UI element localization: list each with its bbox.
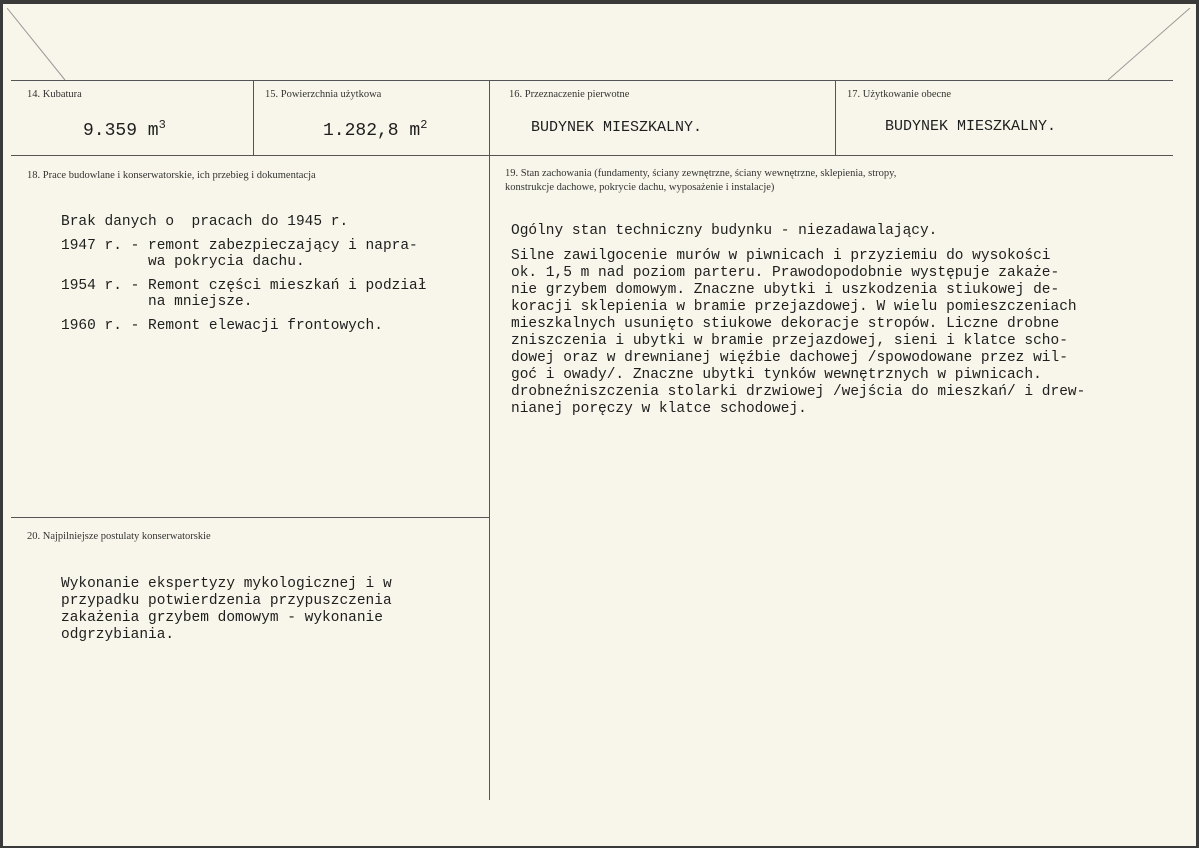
col-rule-main — [489, 80, 490, 800]
field-20-label: 20. Najpilniejsze postulaty konserwatorskie — [27, 531, 211, 542]
field-19-label-line2: konstrukcje dachowe, pokrycie dachu, wyposażenie i instalacje) — [505, 182, 775, 193]
field-19-label-line1: 19. Stan zachowania (fundamenty, ściany zewnętrzne, ściany wewnętrzne, sklepienia, stropy, — [505, 168, 897, 179]
corner-flap-left — [7, 8, 69, 82]
field-17-value: BUDYNEK MIESZKALNY. — [885, 118, 1057, 135]
field-18-text — [61, 192, 426, 336]
field-18-line: 1960 r. - Remont elewacji frontowych. — [61, 318, 383, 334]
field-20-line: odgrzybiania. — [61, 627, 175, 643]
field-20-text — [61, 559, 392, 644]
record-card — [3, 4, 1196, 846]
field-20-line: Wykonanie ekspertyzy mykologicznej i w — [61, 576, 392, 592]
field-19-line: nianej poręczy w klatce schodowej. — [511, 401, 807, 417]
row-rule-1 — [11, 155, 1173, 156]
field-18-line: Brak danych o pracach do 1945 r. — [61, 214, 349, 230]
powierzchnia-value: 1.282,8 m — [323, 121, 421, 141]
field-19-line: Ogólny stan techniczny budynku - niezadawalający. — [511, 223, 938, 239]
field-18-label: 18. Prace budowlane i konserwatorskie, ich przebieg i dokumentacja — [27, 170, 316, 181]
kubatura-value: 9.359 m — [83, 121, 159, 141]
col-rule-c — [835, 80, 836, 155]
field-18-line: 1947 r. - remont zabezpieczający i napra- — [61, 238, 418, 254]
field-18-line: na mniejsze. — [61, 294, 253, 310]
field-18-line: 1954 r. - Remont części mieszkań i podział — [61, 278, 427, 294]
field-15-label: 15. Powierzchnia użytkowa — [265, 89, 382, 100]
field-19-line: nie grzybem domowym. Znaczne ubytki i uszkodzenia stiukowej de- — [511, 282, 1060, 298]
field-16-label: 16. Przeznaczenie pierwotne — [509, 89, 630, 100]
field-19-line: goć i owady/. Znaczne ubytki tynków wewnętrznych w piwnicach. — [511, 367, 1042, 383]
field-14-label: 14. Kubatura — [27, 89, 82, 100]
corner-flap-right — [1102, 8, 1192, 82]
top-row-rule — [11, 80, 1173, 81]
field-17-label: 17. Użytkowanie obecne — [847, 89, 952, 100]
powierzchnia-unit-sup: 2 — [420, 118, 428, 132]
field-14-value — [83, 118, 166, 141]
col-rule-a — [253, 80, 254, 155]
row-rule-left — [11, 517, 489, 518]
field-20-line: przypadku potwierdzenia przypuszczenia — [61, 593, 392, 609]
field-19-line: Silne zawilgocenie murów w piwnicach i przyziemiu do wysokości — [511, 248, 1051, 264]
field-15-value — [323, 118, 427, 141]
kubatura-unit-sup: 3 — [158, 118, 166, 132]
field-19-line: ok. 1,5 m nad poziom parteru. Prawodopodobnie występuje zakaże- — [511, 265, 1060, 281]
field-19-line: mieszkalnych usunięto stiukowe dekoracje stropów. Liczne drobne — [511, 316, 1060, 332]
field-16-value: BUDYNEK MIESZKALNY. — [531, 119, 703, 136]
field-20-line: zakażenia grzybem domowym - wykonanie — [61, 610, 383, 626]
field-18-line: wa pokrycia dachu. — [61, 254, 305, 270]
field-19-line: zniszczenia i ubytki w bramie przejazdowej, sieni i klatce scho- — [511, 333, 1068, 349]
field-19-line: koracji sklepienia w bramie przejazdowej. W wielu pomieszczeniach — [511, 299, 1077, 315]
field-19-line: dowej oraz w drewnianej więźbie dachowej /spowodowane przez wil- — [511, 350, 1068, 366]
field-19-line: drobneźniszczenia stolarki drzwiowej /wejścia do mieszkań/ i drew- — [511, 384, 1086, 400]
field-19-text — [511, 206, 1085, 418]
